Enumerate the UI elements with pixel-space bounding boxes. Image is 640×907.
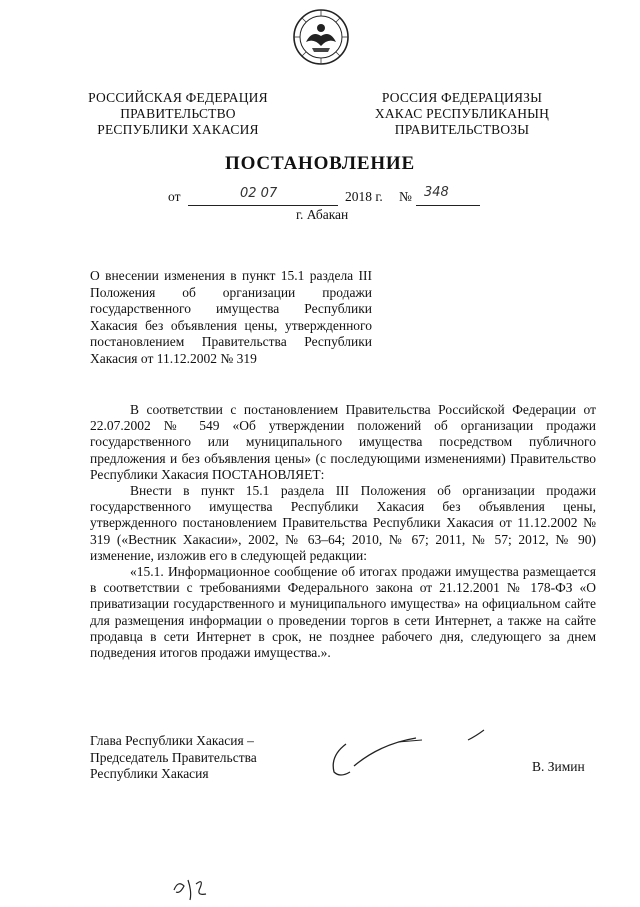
handwritten-page-mark — [170, 872, 220, 902]
city: г. Абакан — [296, 207, 349, 222]
subject-line: Положения об организации продажи — [90, 284, 372, 300]
position-line: Глава Республики Хакасия – — [90, 733, 254, 748]
date-underline — [188, 205, 338, 206]
date-year: 2018 г. — [345, 189, 383, 204]
coat-of-arms-icon — [292, 8, 350, 66]
header-left — [78, 90, 278, 138]
number-label: № — [399, 189, 412, 204]
position-line: Республики Хакасия — [90, 766, 209, 781]
header-right — [362, 90, 562, 138]
header-right-line: ПРАВИТЕЛЬСТВОЗЫ — [394, 122, 530, 137]
subject-line: О внесении изменения в пункт 15.1 раздела III — [90, 268, 372, 283]
document-body — [90, 402, 596, 661]
subject-line: постановлением Правительства Республики — [90, 334, 372, 349]
date-prefix: от — [168, 189, 181, 204]
subject-line: Хакасия без объявления цены, утвержденного — [90, 317, 372, 333]
subject-line: Хакасия от 11.12.2002 № 319 — [90, 350, 257, 366]
document-title: ПОСТАНОВЛЕНИЕ — [225, 153, 415, 174]
number-handwritten: 348 — [424, 185, 449, 200]
signer-name: В. Зимин — [532, 759, 585, 774]
header-left-line: РЕСПУБЛИКИ ХАКАСИЯ — [97, 122, 259, 137]
body-paragraph: В соответствии с постановлением Правительства Российской Федерации от 22.07.2002 № 549 «Об утверждении положений об организации продажи государственного или муниципального имущества посредством публичного предложения и без объявления цены» (с последующими изменениями) Правительство Республики Хакасия ПОСТАНОВЛЯЕТ: — [90, 402, 596, 482]
body-paragraph: Внести в пункт 15.1 раздела III Положения об организации продажи государственного имущества Республики Хакасия без объявления цены, утвержденного постановлением Правительства Республики Хакасия от 11.12.2002 № 319 («Вестник Хакасии», 2002, № 63–64; 2010, № 67; 2011, № 57; 2012, № 90) изменение, изложив его в следующей редакции: — [90, 483, 596, 563]
header-right-line: РОССИЯ ФЕДЕРАЦИЯЗЫ — [381, 90, 543, 105]
header-right-line: ХАКАС РЕСПУБЛИКАНЫҢ — [374, 106, 550, 121]
header-left-line: ПРАВИТЕЛЬСТВО — [120, 106, 236, 121]
position-line: Председатель Правительства — [90, 749, 257, 765]
number-underline — [416, 205, 480, 206]
header-left-line: РОССИЙСКАЯ ФЕДЕРАЦИЯ — [88, 90, 268, 105]
handwritten-signature — [320, 722, 500, 782]
body-paragraph: «15.1. Информационное сообщение об итогах продажи имущества размещается в соответствии с требованиями Федерального закона от 21.12.2001 № 178-ФЗ «О приватизации государственного и муниципального имущества» на официальном сайте для размещения информации о проведении торгов в сети Интернет, а также на сайте продавца в сети Интернет в срок, не позднее рабочего дня, следующего за днем подведения итогов продажи имущества.». — [90, 564, 596, 661]
date-handwritten: 02 07 — [240, 186, 278, 201]
document-subject — [90, 268, 372, 367]
subject-line: государственного имущества Республики — [90, 301, 372, 316]
signature-position — [90, 733, 257, 783]
